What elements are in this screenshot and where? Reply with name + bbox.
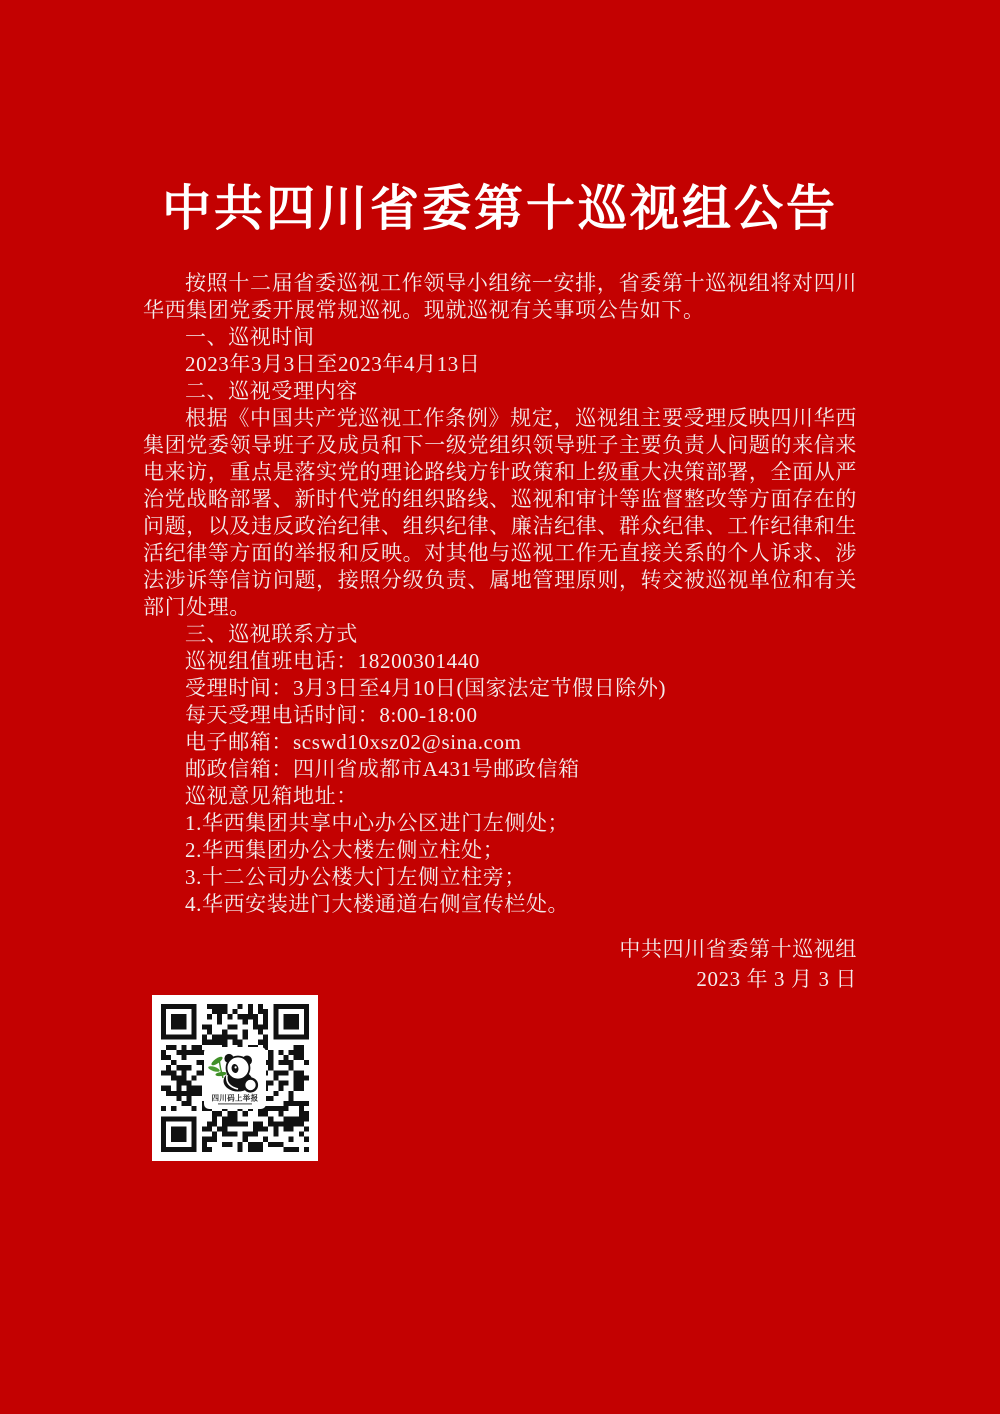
signature-date: 2023 年 3 月 3 日 — [696, 967, 857, 992]
mailbox-location-item-2: 2.华西集团办公大楼左侧立柱处； — [185, 838, 505, 863]
mailbox-location-item-1: 1.华西集团共享中心办公区进门左侧处； — [185, 811, 570, 836]
contact-line-acceptance-period: 受理时间：3月3日至4月10日(国家法定节假日除外) — [185, 676, 667, 701]
section-heading-inspection-time: 一、巡视时间 — [185, 325, 315, 350]
signature-block — [143, 934, 857, 994]
notice-body — [143, 270, 857, 918]
qr-logo-text: 四川码上举报 — [211, 1093, 259, 1103]
qr-logo-microtext-line — [218, 1103, 252, 1105]
acceptance-scope-paragraph: 根据《中国共产党巡视工作条例》规定，巡视组主要受理反映四川华西集团党委领导班子及成员和下一级党组织领导班子主要负责人问题的来信来电来访，重点是落实党的理论路线方针政策和上级重大决策部署，全面从严治党战略部署、新时代党的组织路线、巡视和审计等监督整改等方面存在的问题，以及违反政治纪律、组织纪律、廉洁纪律、群众纪律、工作纪律和生活纪律等方面的举报和反映。对其他与巡视工作无直接关系的个人诉求、涉法涉诉等信访问题，接照分级负责、属地管理原则，转交被巡视单位和有关部门处理。 — [143, 406, 857, 620]
contact-line-email: 电子邮箱：scswd10xsz02@sina.com — [185, 730, 522, 755]
magnifier-icon — [244, 1079, 257, 1092]
mailbox-location-item-3: 3.十二公司办公楼大门左侧立柱旁； — [185, 865, 526, 890]
panda-icon — [224, 1054, 257, 1092]
panda-logo — [204, 1047, 266, 1109]
section-heading-acceptance-scope: 二、巡视受理内容 — [185, 379, 358, 404]
notice-title: 中共四川省委第十巡视组公告 — [161, 182, 838, 236]
inspection-dates: 2023年3月3日至2023年4月13日 — [185, 352, 481, 377]
intro-paragraph: 按照十二届省委巡视工作领导小组统一安排，省委第十巡视组将对四川华西集团党委开展常规巡视。现就巡视有关事项公告如下。 — [143, 271, 857, 323]
contact-line-postal-box: 邮政信箱：四川省成都市A431号邮政信箱 — [185, 757, 580, 782]
mailbox-location-item-4: 4.华西安装进门大楼通道右侧宣传栏处。 — [185, 892, 570, 917]
section-heading-contact-methods: 三、巡视联系方式 — [185, 622, 358, 647]
notice-document — [143, 0, 857, 994]
contact-line-duty-phone: 巡视组值班电话：18200301440 — [185, 649, 480, 674]
bamboo-icon — [208, 1055, 227, 1078]
signature-organization: 中共四川省委第十巡视组 — [619, 937, 857, 962]
qr-code — [152, 995, 318, 1161]
contact-line-phone-hours: 每天受理电话时间：8:00-18:00 — [185, 703, 478, 728]
contact-line-suggestion-box-label: 巡视意见箱地址： — [185, 784, 358, 809]
